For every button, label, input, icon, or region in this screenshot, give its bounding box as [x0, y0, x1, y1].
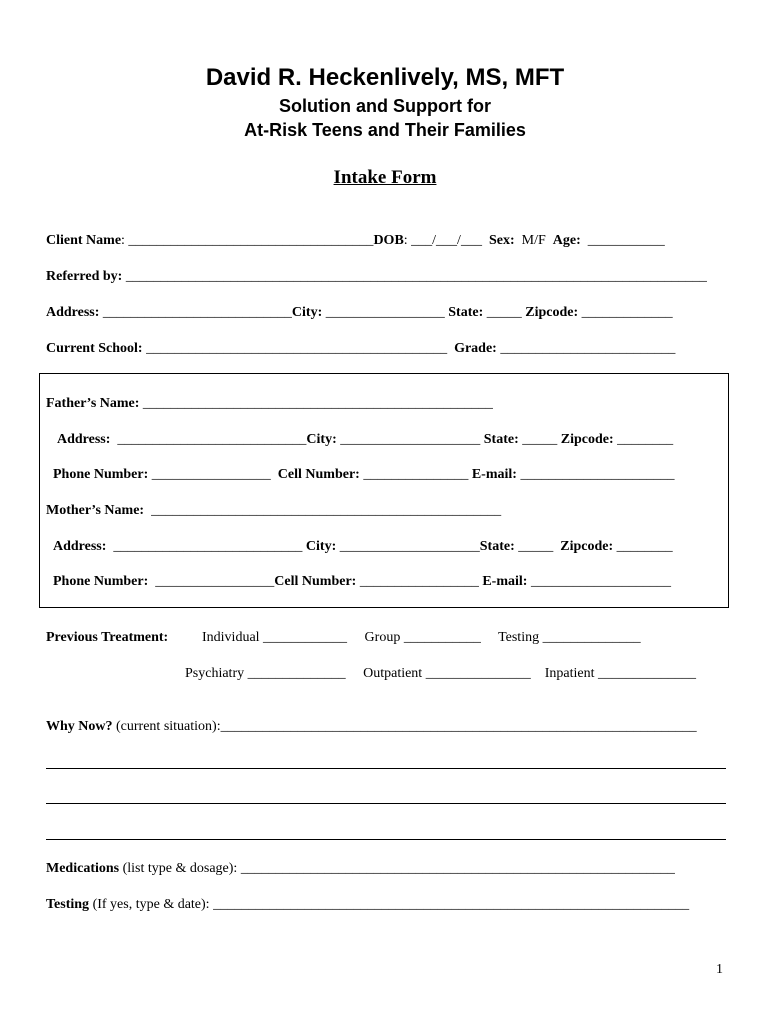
medications-label: Medications [46, 861, 120, 876]
father-phone-row [53, 466, 674, 484]
treatment-options-row-2[interactable]: Psychiatry ______________ Outpatient _______________ Inpatient ______________ [185, 666, 696, 681]
current-school-label: Current School: [46, 341, 143, 356]
medications-row [46, 860, 675, 878]
mother-cell-label: Cell Number: [274, 574, 357, 589]
why-now-line-3[interactable] [46, 803, 726, 804]
testing-row [46, 896, 689, 914]
client-name-label: Client Name [46, 233, 122, 248]
grade-field[interactable]: _________________________ [496, 341, 676, 356]
client-name-field[interactable]: : ___________________________________ [121, 233, 374, 248]
mother-state-field[interactable]: _____ [514, 539, 561, 554]
mother-phone-label: Phone Number: [53, 574, 149, 589]
page-number: 1 [716, 962, 723, 977]
father-address-field[interactable]: ___________________________ [110, 432, 307, 447]
client-name-row [46, 232, 665, 250]
city-label: City: [291, 305, 323, 320]
father-city-label: City: [306, 432, 337, 447]
state-label: State: [448, 305, 484, 320]
father-zipcode-field[interactable]: ________ [613, 432, 674, 447]
father-city-field[interactable]: ____________________ [336, 432, 484, 447]
father-name-label: Father’s Name: [46, 396, 140, 411]
referred-by-label: Referred by: [46, 269, 123, 284]
mother-address-field[interactable]: ___________________________ [106, 539, 306, 554]
why-now-row [46, 718, 697, 736]
dob-field[interactable]: : ___/___/___ [403, 233, 489, 248]
zipcode-label: Zipcode: [525, 305, 579, 320]
mother-phone-field[interactable]: _________________ [148, 574, 275, 589]
subtitle-line-2: At-Risk Teens and Their Families [244, 120, 526, 140]
mother-phone-row [53, 573, 671, 591]
mother-name-field[interactable]: __________________________________________________ [144, 503, 502, 518]
grade-label: Grade: [454, 341, 497, 356]
doctor-name-title: David R. Heckenlively, MS, MFT [205, 64, 565, 91]
father-phone-field[interactable]: _________________ [148, 467, 278, 482]
father-phone-label: Phone Number: [53, 467, 149, 482]
mother-email-field[interactable]: ____________________ [527, 574, 671, 589]
address-label: Address: [46, 305, 100, 320]
medications-hint: (list type & dosage): [119, 861, 241, 876]
mother-email-label: E-mail: [482, 574, 528, 589]
dob-label: DOB [373, 233, 404, 248]
current-school-field[interactable]: ___________________________________________ [142, 341, 455, 356]
previous-treatment-label: Previous Treatment: [46, 630, 169, 645]
why-now-field[interactable]: ____________________________________________________________________ [220, 719, 697, 734]
mother-address-row [53, 538, 673, 556]
subtitle-line-1: Solution and Support for [279, 96, 491, 116]
testing-field[interactable]: ____________________________________________________________________ [213, 897, 690, 912]
sex-label: Sex: [488, 233, 515, 248]
father-zipcode-label: Zipcode: [560, 432, 614, 447]
form-title: Intake Form [333, 167, 437, 188]
father-email-field[interactable]: ______________________ [516, 467, 675, 482]
medications-field[interactable]: ______________________________________________________________ [240, 861, 675, 876]
mother-state-label: State: [479, 539, 515, 554]
why-now-line-4[interactable] [46, 839, 726, 840]
referred-by-field[interactable]: ___________________________________________________________________________________ [122, 269, 707, 284]
treatment-options-row-1[interactable]: Individual ____________ Group ___________ Testing ______________ [202, 630, 641, 645]
why-now-hint: (current situation): [112, 719, 221, 734]
mother-city-field[interactable]: ____________________ [336, 539, 480, 554]
father-name-row [46, 395, 493, 413]
city-field[interactable]: _________________ [322, 305, 449, 320]
why-now-line-2[interactable] [46, 768, 726, 769]
mother-address-label: Address: [53, 539, 107, 554]
father-cell-label: Cell Number: [277, 467, 360, 482]
father-address-row [57, 431, 673, 449]
mother-name-row [46, 502, 501, 520]
client-address-row [46, 304, 673, 322]
father-state-field[interactable]: _____ [518, 432, 561, 447]
father-address-label: Address: [57, 432, 111, 447]
testing-hint: (If yes, type & date): [89, 897, 214, 912]
mother-cell-field[interactable]: _________________ [356, 574, 483, 589]
father-name-field[interactable]: __________________________________________________ [139, 396, 493, 411]
school-row [46, 340, 675, 358]
mother-zipcode-field[interactable]: ________ [613, 539, 673, 554]
testing-label: Testing [46, 897, 90, 912]
father-email-label: E-mail: [471, 467, 517, 482]
father-state-label: State: [483, 432, 519, 447]
mother-name-label: Mother’s Name: [46, 503, 145, 518]
age-label: Age: [552, 233, 581, 248]
mother-zipcode-label: Zipcode: [560, 539, 614, 554]
age-field[interactable]: ___________ [580, 233, 665, 248]
sex-field[interactable]: M/F [514, 233, 553, 248]
referred-by-row [46, 268, 707, 286]
father-cell-field[interactable]: _______________ [359, 467, 472, 482]
zipcode-field[interactable]: _____________ [578, 305, 673, 320]
state-field[interactable]: _____ [483, 305, 526, 320]
why-now-label: Why Now? [46, 719, 113, 734]
mother-city-label: City: [305, 539, 337, 554]
address-field[interactable]: ___________________________ [99, 305, 292, 320]
